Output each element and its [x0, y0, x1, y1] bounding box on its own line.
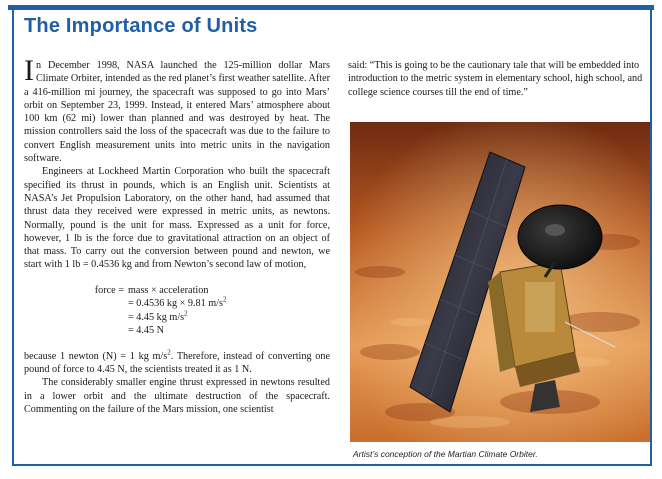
paragraph-1-text: n December 1998, NASA launched the 125-million dollar Mars Climate Orbiter, intended as the red planet’s first weather satellite. After a 416-million mi journey, the spacecraft was supposed to go into Mars’ orbit on September 23, 1999. Instead, it entered Mars’ atmosphere about 100 km (62 mi) lower than planned and was destroyed by heat. The mission controllers said the loss of the spacecraft was due to the failure to convert English measurement units into metric units in the navigation software.	[24, 60, 330, 165]
drop-cap: I	[24, 54, 34, 87]
quote-paragraph: said: “This is going to be the cautionary tale that will be embedded into introduction to the metric system in elementary school, high school, and college science courses till the end of time.”	[348, 60, 643, 98]
equation-line-3: = 4.45 kg $m/s^2$	[128, 309, 188, 323]
equation-lhs: force =	[94, 284, 124, 296]
equation-line-2: = 0.4536 kg × 9.81 $m/s^2$	[128, 295, 227, 310]
equation-line-1: mass × acceleration	[128, 284, 209, 296]
right-column	[348, 59, 648, 99]
paragraph-3: because 1 newton (N) = 1 kg $m/s^2$. Therefore, instead of converting one pound of force to 4.45 N, the scientists treated it as 1 N.	[24, 348, 330, 376]
paragraph-2: Engineers at Lockheed Martin Corporation who built the spacecraft specified its thrust in pounds, which is an English unit. Scientists at NASA’s Jet Propulsion Laboratory, on the other hand, had assumed that thrust data they received were expressed in metric units, as newtons. Normally, pound is the unit for mass. Expressed as a unit for force, however, 1 lb is the force due to gravitational attraction on an object of that mass. To carry out the conversion between pound and newton, we start with 1 lb = 0.4536 kg and from Newton’s second law of motion,	[24, 166, 330, 271]
textbook-page	[8, 5, 654, 471]
paragraph-4: The considerably smaller engine thrust expressed in newtons resulted in a lower orbit and the ultimate destruction of the spacecraft. Commenting on the failure of the Mars mission, one scientist	[24, 377, 330, 415]
force-equation	[24, 284, 330, 338]
orbiter-illustration	[350, 122, 650, 442]
left-column	[24, 54, 330, 416]
paragraph-1	[24, 54, 330, 165]
figure-caption: Artist’s conception of the Martian Climate Orbiter.	[353, 449, 538, 459]
mars-orbiter-image	[350, 122, 650, 442]
box-title: The Importance of Units	[24, 15, 258, 37]
equation-line-4: = 4.45 N	[128, 325, 165, 337]
